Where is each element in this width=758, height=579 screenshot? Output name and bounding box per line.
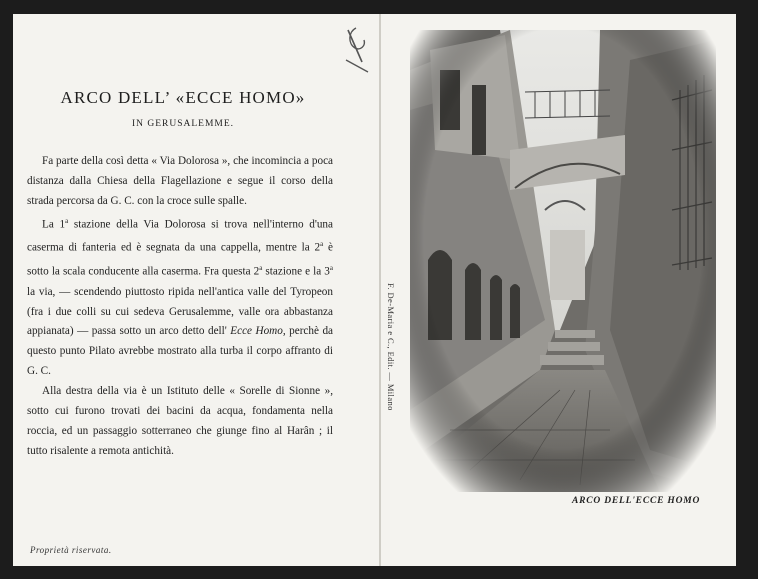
page-title: ARCO DELL’ «ECCE HOMO» bbox=[60, 88, 306, 107]
paragraph-1: Fa parte della così detta « Via Dolorosa », che incomincia a poca distanza dalla Chiesa della Flagellazione e segue il corso della strada percorsa da G. C. con la croce sulle spalle. bbox=[27, 155, 333, 207]
paragraph-2: La 1$^a$ stazione della Via Dolorosa si trova nell'interno d'una caserma di fanteria ed è segnata da una cappella, mentre la 2$^a$ è sotto la scala conducente alla caserma. Fra questa 2$^a$ stazione e la 3$^a$ la via, — scendendo piuttosto ripida nell'antica valle del Tyropeon (fra i due colli su cui sedeva Gerusalemme, valle ora abbastanza appianata) — passa sotto un arco detto dell' Ecce Homo, perchè da questo punto Pilato avrebbe mostrato alla turba il corpo affranto di G. C. bbox=[27, 216, 334, 378]
page-fold bbox=[379, 14, 381, 566]
photo-caption: ARCO DELL'ECCE HOMO bbox=[572, 496, 701, 506]
publisher-credit: F. De-Maria e C., Edit. — Milano bbox=[386, 283, 396, 411]
handwritten-number-mark bbox=[338, 22, 374, 78]
body-text bbox=[27, 152, 333, 462]
page-subtitle: IN GERUSALEMME. bbox=[131, 119, 235, 129]
paragraph-3: Alla destra della via è un Istituto delle « Sorelle di Sionne », sotto cui furono trovati dei bacini da acqua, fondamenta nella roccia, ed un passaggio sotterraneo che giunge fino al Harân ; il tutto risalente a remota antichità. bbox=[27, 385, 333, 457]
footer-note: Proprietà riservata. bbox=[30, 545, 112, 555]
street-photograph bbox=[410, 30, 716, 492]
